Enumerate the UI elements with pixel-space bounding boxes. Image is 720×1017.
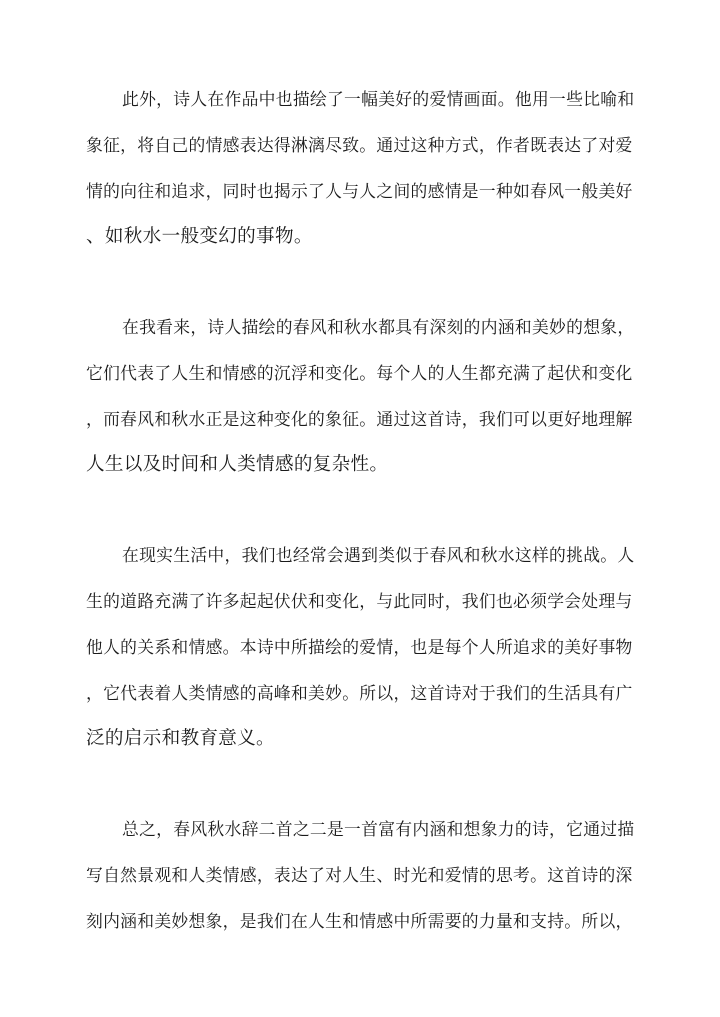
- paragraph-3-line-5: 泛的启示和教育意义。: [86, 728, 275, 749]
- paragraph-3-line-1: 在现实生活中，我们也经常会遇到类似于春风和秋水这样的挑战。人: [122, 545, 635, 565]
- paragraph-2-line-4: 人生以及时间和人类情感的复杂性。: [86, 454, 389, 475]
- paragraph-3-line-2: 生的道路充满了许多起起伏伏和变化，与此同时，我们也必须学会处理与: [86, 591, 633, 611]
- paragraph-1-line-4: 、如秋水一般变幻的事物。: [86, 226, 313, 247]
- paragraph-4-line-3: 刻内涵和美妙想象，是我们在人生和情感中所需要的力量和支持。所以，: [86, 911, 633, 931]
- paragraph-3-line-4: ，它代表着人类情感的高峰和美妙。所以，这首诗对于我们的生活具有广: [86, 683, 633, 703]
- paragraph-1-line-1: 此外，诗人在作品中也描绘了一幅美好的爱情画面。他用一些比喻和: [122, 89, 635, 109]
- paragraph-2-line-2: 它们代表了人生和情感的沉浮和变化。每个人的人生都充满了起伏和变化: [86, 363, 633, 383]
- paragraph-2-line-1: 在我看来，诗人描绘的春风和秋水都具有深刻的内涵和美妙的想象，: [122, 317, 635, 337]
- paragraph-3-line-3: 他人的关系和情感。本诗中所描绘的爱情，也是每个人所追求的美好事物: [86, 637, 633, 657]
- paragraph-4-line-2: 写自然景观和人类情感，表达了对人生、时光和爱情的思考。这首诗的深: [86, 865, 633, 885]
- paragraph-1-line-3: 情的向往和追求，同时也揭示了人与人之间的感情是一种如春风一般美好: [86, 181, 633, 201]
- paragraph-2-line-3: ，而春风和秋水正是这种变化的象征。通过这首诗，我们可以更好地理解: [86, 409, 633, 429]
- paragraph-4-line-1: 总之，春风秋水辞二首之二是一首富有内涵和想象力的诗，它通过描: [122, 819, 635, 839]
- paragraph-1-line-2: 象征，将自己的情感表达得淋漓尽致。通过这种方式，作者既表达了对爱: [86, 135, 633, 155]
